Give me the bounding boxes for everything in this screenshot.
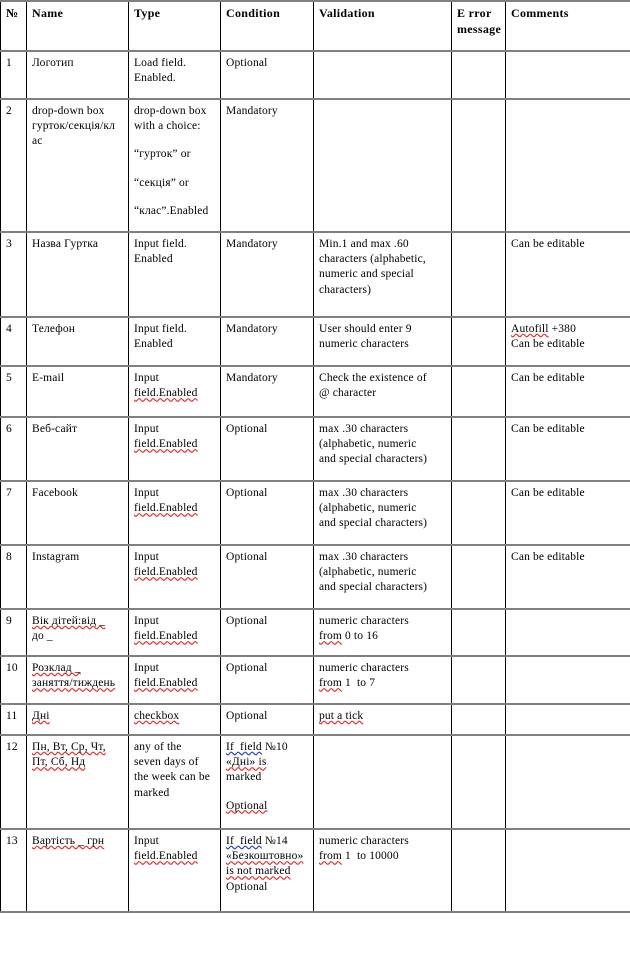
- cell-condition: [221, 829, 314, 912]
- cell-comments: Can be editable: [506, 366, 630, 417]
- name-line-misspelled: заняття/тиждень: [32, 677, 116, 690]
- table-row: [1, 232, 630, 317]
- type-line-misspelled: field.Enabled: [134, 438, 198, 451]
- type-line-misspelled: field.Enabled: [134, 850, 198, 863]
- cell-validation: [314, 481, 452, 545]
- type-line: Input field.: [134, 323, 187, 335]
- cell-comments: Can be editable: [506, 545, 630, 609]
- cell-number: 11: [1, 704, 27, 735]
- validation-line: characters (alphabetic,: [319, 253, 426, 266]
- validation-line: [319, 629, 447, 644]
- cell-condition: Optional: [221, 656, 314, 704]
- cell-comments: Can be editable: [506, 232, 630, 317]
- type-line-misspelled: field.Enabled: [134, 630, 198, 643]
- column-header-error-message: [452, 1, 506, 51]
- type-line-misspelled: field.Enabled: [134, 566, 198, 579]
- table-row: [1, 609, 630, 656]
- cell-type: [129, 366, 221, 417]
- cell-number: 2: [1, 99, 27, 232]
- cell-validation: [314, 99, 452, 232]
- validation-line: and special characters): [319, 453, 428, 466]
- column-header-name: Name: [27, 1, 129, 51]
- name-line-misspelled: Пт, Сб, Нд: [32, 756, 86, 769]
- type-line: Enabled: [134, 338, 173, 351]
- cell-type: [129, 232, 221, 317]
- condition-line-misspelled: Optional: [226, 799, 268, 812]
- cell-comments: [506, 99, 630, 232]
- column-header-type: Type: [129, 1, 221, 51]
- cell-name: Телефон: [27, 317, 129, 366]
- validation-text-misspelled: put a tick: [319, 710, 364, 722]
- cell-name: [27, 656, 129, 704]
- validation-line: Check the existence of: [319, 372, 427, 384]
- name-line: drop-down box: [32, 105, 105, 117]
- table-row: [1, 735, 630, 829]
- comments-text: +380: [548, 323, 576, 335]
- column-header-number: №: [1, 1, 27, 51]
- cell-error-message: [452, 704, 506, 735]
- cell-condition: Optional: [221, 481, 314, 545]
- cell-name: [27, 609, 129, 656]
- table-row: [1, 317, 630, 366]
- condition-line: [226, 834, 309, 849]
- condition-line-misspelled: «Дні» is: [226, 756, 267, 769]
- cell-error-message: [452, 99, 506, 232]
- cell-name: [27, 704, 129, 735]
- cell-type: [129, 51, 221, 99]
- table-row: [1, 545, 630, 609]
- cell-type: [129, 417, 221, 481]
- column-header-comments: Comments: [506, 1, 630, 51]
- cell-number: 1: [1, 51, 27, 99]
- type-text-misspelled: checkbox: [134, 710, 180, 722]
- cell-validation: [314, 829, 452, 912]
- type-line: Input: [134, 423, 160, 435]
- cell-condition: [221, 735, 314, 829]
- type-line: Input: [134, 487, 160, 499]
- cell-number: 5: [1, 366, 27, 417]
- cell-comments: [506, 609, 630, 656]
- table-row: [1, 99, 630, 232]
- condition-text: №10: [261, 741, 288, 753]
- cell-type: [129, 656, 221, 704]
- cell-condition: Mandatory: [221, 99, 314, 232]
- cell-number: 8: [1, 545, 27, 609]
- cell-number: 13: [1, 829, 27, 912]
- validation-text: 1 to 10000: [341, 850, 399, 863]
- cell-validation: [314, 545, 452, 609]
- cell-comments: [506, 735, 630, 829]
- name-line-misspelled: Пн, Вт, Ср, Чт,: [32, 741, 106, 753]
- cell-number: 7: [1, 481, 27, 545]
- cell-number: 9: [1, 609, 27, 656]
- type-option: “гурток” or: [134, 148, 191, 161]
- validation-line: numeric characters: [319, 835, 409, 847]
- cell-error-message: [452, 656, 506, 704]
- validation-line: (alphabetic, numeric: [319, 502, 417, 515]
- cell-condition: Mandatory: [221, 232, 314, 317]
- validation-line: (alphabetic, numeric: [319, 566, 417, 579]
- cell-type: [129, 317, 221, 366]
- cell-comments: [506, 51, 630, 99]
- name-line-misspelled: Вік дітей:від _: [32, 615, 106, 627]
- cell-error-message: [452, 609, 506, 656]
- cell-comments: [506, 829, 630, 912]
- cell-error-message: [452, 317, 506, 366]
- cell-error-message: [452, 829, 506, 912]
- type-line: any of the: [134, 741, 182, 753]
- type-line: marked: [134, 786, 170, 799]
- validation-line: characters): [319, 283, 372, 296]
- type-line: Input: [134, 662, 160, 674]
- validation-line: [319, 676, 447, 691]
- cell-name: Назва Гуртка: [27, 232, 129, 317]
- cell-number: 10: [1, 656, 27, 704]
- type-line-misspelled: field.Enabled: [134, 387, 198, 400]
- cell-type: [129, 735, 221, 829]
- type-line-misspelled: field.Enabled: [134, 502, 198, 515]
- cell-condition: Optional: [221, 51, 314, 99]
- validation-line: and special characters): [319, 517, 428, 530]
- comments-line: [511, 322, 626, 337]
- cell-condition: Optional: [221, 609, 314, 656]
- cell-name: Instagram: [27, 545, 129, 609]
- grammar-flagged-phrase: If field: [226, 835, 262, 847]
- cell-validation: [314, 704, 452, 735]
- cell-condition: Optional: [221, 545, 314, 609]
- condition-line-misspelled: is not marked: [226, 865, 291, 878]
- table-row: [1, 481, 630, 545]
- type-line: Load field.: [134, 57, 187, 69]
- table-row: [1, 656, 630, 704]
- condition-text: №14: [261, 835, 288, 847]
- cell-type: [129, 704, 221, 735]
- cell-validation: [314, 609, 452, 656]
- cell-name: [27, 99, 129, 232]
- cell-number: 12: [1, 735, 27, 829]
- cell-name: Логотип: [27, 51, 129, 99]
- misspelled-word: from: [319, 850, 342, 863]
- type-option: “секція” or: [134, 176, 189, 189]
- validation-line: Min.1 and max .60: [319, 238, 409, 250]
- cell-validation: [314, 735, 452, 829]
- validation-line: max .30 characters: [319, 551, 409, 563]
- validation-line: and special characters): [319, 581, 428, 594]
- error-header-line-1: E rror: [457, 6, 492, 20]
- error-header-line-2: message: [457, 21, 502, 36]
- table-row: [1, 704, 630, 735]
- type-line: Input: [134, 615, 160, 627]
- grammar-flagged-phrase: If field: [226, 741, 262, 753]
- column-header-validation: Validation: [314, 1, 452, 51]
- cell-comments: Can be editable: [506, 481, 630, 545]
- condition-line: [226, 740, 309, 755]
- cell-error-message: [452, 545, 506, 609]
- type-line: Enabled.: [134, 72, 176, 85]
- cell-name: Веб-сайт: [27, 417, 129, 481]
- validation-line: max .30 characters: [319, 423, 409, 435]
- validation-line: numeric characters: [319, 615, 409, 627]
- cell-validation: [314, 656, 452, 704]
- cell-error-message: [452, 481, 506, 545]
- cell-validation: [314, 366, 452, 417]
- cell-type: [129, 829, 221, 912]
- type-line: Enabled: [134, 253, 173, 266]
- cell-error-message: [452, 735, 506, 829]
- condition-line: marked: [226, 771, 262, 784]
- type-line: Input field.: [134, 238, 187, 250]
- validation-line: User should enter 9: [319, 323, 412, 335]
- validation-line: max .30 characters: [319, 487, 409, 499]
- type-line-misspelled: field.Enabled: [134, 677, 198, 690]
- condition-line: Optional: [226, 880, 268, 893]
- table-row: [1, 417, 630, 481]
- type-line: drop-down box: [134, 105, 207, 117]
- cell-condition: Mandatory: [221, 317, 314, 366]
- validation-line: [319, 849, 447, 864]
- type-line: with a choice:: [134, 120, 201, 133]
- misspelled-word: from: [319, 677, 342, 690]
- cell-comments: Can be editable: [506, 417, 630, 481]
- name-text-misspelled: Вартість _ грн: [32, 835, 105, 847]
- misspelled-word: from: [319, 630, 342, 643]
- cell-number: 3: [1, 232, 27, 317]
- validation-line: numeric characters: [319, 338, 409, 351]
- name-line-misspelled: Розклад _: [32, 662, 81, 674]
- cell-error-message: [452, 51, 506, 99]
- cell-name: [27, 735, 129, 829]
- name-line: ас: [32, 135, 43, 148]
- cell-condition: Optional: [221, 417, 314, 481]
- type-line: seven days of: [134, 756, 199, 769]
- table-row: [1, 366, 630, 417]
- column-header-condition: Condition: [221, 1, 314, 51]
- cell-error-message: [452, 417, 506, 481]
- cell-validation: [314, 51, 452, 99]
- cell-name: Facebook: [27, 481, 129, 545]
- validation-line: numeric and special: [319, 268, 414, 281]
- name-line: гурток/секція/кл: [32, 120, 115, 133]
- cell-name: E-mail: [27, 366, 129, 417]
- validation-line: @ character: [319, 387, 377, 400]
- cell-name: [27, 829, 129, 912]
- cell-number: 4: [1, 317, 27, 366]
- comments-line: Can be editable: [511, 338, 585, 351]
- validation-line: numeric characters: [319, 662, 409, 674]
- cell-condition: Optional: [221, 704, 314, 735]
- cell-validation: [314, 417, 452, 481]
- cell-number: 6: [1, 417, 27, 481]
- cell-error-message: [452, 232, 506, 317]
- table-header-row: [1, 1, 630, 51]
- validation-text: 1 to 7: [341, 677, 376, 690]
- cell-comments: [506, 704, 630, 735]
- cell-comments: [506, 656, 630, 704]
- cell-condition: Mandatory: [221, 366, 314, 417]
- validation-line: (alphabetic, numeric: [319, 438, 417, 451]
- validation-text: 0 to 16: [341, 630, 378, 643]
- cell-error-message: [452, 366, 506, 417]
- cell-comments: [506, 317, 630, 366]
- cell-type: [129, 609, 221, 656]
- name-line: до _: [32, 630, 53, 643]
- table-row: [1, 829, 630, 912]
- name-text-misspelled: Дні: [32, 710, 50, 722]
- table-row: [1, 51, 630, 99]
- cell-type: [129, 545, 221, 609]
- type-line: Input: [134, 835, 160, 847]
- misspelled-word: Autofill: [511, 323, 549, 335]
- condition-line-misspelled: «Безкоштовно»: [226, 850, 304, 863]
- type-option: “клас”.Enabled: [134, 204, 209, 217]
- type-line: the week can be: [134, 771, 211, 784]
- cell-validation: [314, 232, 452, 317]
- cell-validation: [314, 317, 452, 366]
- type-line: Input: [134, 551, 160, 563]
- cell-type: [129, 481, 221, 545]
- type-line: Input: [134, 372, 160, 384]
- cell-type: [129, 99, 221, 232]
